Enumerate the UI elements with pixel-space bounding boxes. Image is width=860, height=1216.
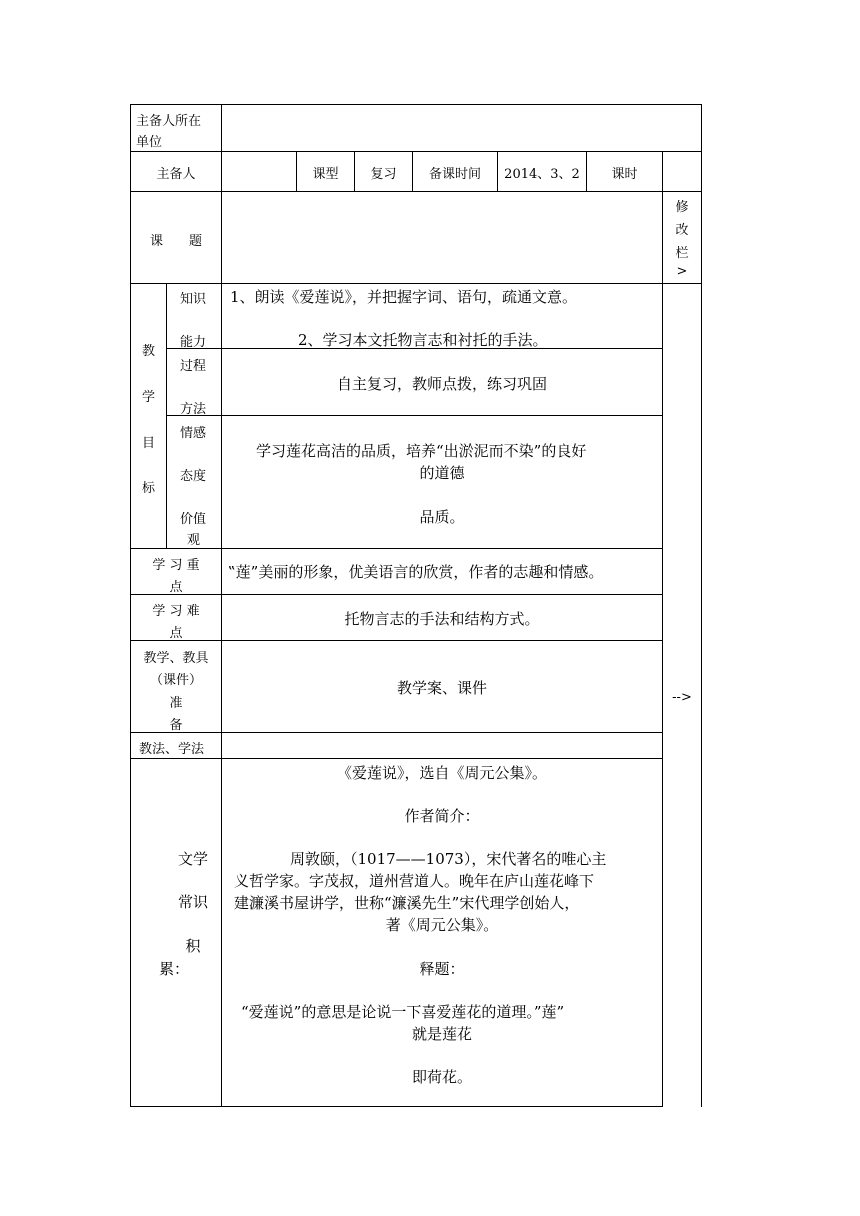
grid-line [221, 104, 222, 1107]
revision-marker: --> [672, 690, 692, 705]
grid-line [130, 151, 702, 152]
author-heading: 作者简介： [404, 807, 480, 825]
methods-label: 教法、学法 [139, 742, 205, 757]
emotion-text: 学习莲花高洁的品质，培养“出淤泥而不染”的良好 [256, 442, 587, 460]
class-hours-label: 课时 [611, 167, 638, 182]
process-text: 自主复习，教师点拨，练习巩固 [336, 375, 547, 393]
materials-label: 准 [169, 696, 183, 711]
emotion-label: 态度 [180, 469, 207, 484]
knowledge-text: 1、朗读《爱莲说》，并把握字词、语句，疏通文意。 [230, 288, 578, 306]
objectives-side-label: 教 [141, 344, 155, 359]
literature-label: 积 [185, 937, 201, 955]
revision-label-arrow: > [676, 264, 688, 279]
emotion-label: 价值 [180, 512, 207, 527]
author-text: 义哲学家。字茂叔，道州营道人。晚年在庐山莲花峰下 [234, 872, 595, 890]
grid-line [166, 283, 167, 548]
revision-label-char: 改 [675, 223, 689, 238]
grid-line [662, 151, 663, 1107]
knowledge-label: 能力 [180, 335, 207, 350]
lesson-type-value: 复习 [370, 167, 397, 182]
materials-label: 备 [169, 718, 183, 733]
prep-time-value: 2014、3、2 [504, 167, 580, 182]
key-points-text: ‟莲”美丽的形象，优美语言的欣赏，作者的志趣和情感。 [228, 563, 604, 581]
difficulties-label: 学 习 难 [152, 604, 200, 619]
grid-line [130, 104, 702, 105]
revision-label-char: 栏 [675, 246, 689, 261]
grid-line [130, 283, 702, 284]
knowledge-label: 知识 [180, 292, 207, 307]
preparer-label: 主备人 [156, 167, 196, 182]
materials-label: （课件） [149, 673, 202, 688]
difficulties-label: 点 [169, 626, 183, 641]
topic-label: 课 题 [149, 234, 202, 249]
objectives-side-label: 学 [141, 390, 155, 405]
key-points-label: 学 习 重 [152, 558, 200, 573]
emotion-label: 观 [187, 533, 201, 548]
title-heading: 释题： [419, 960, 465, 978]
unit-label: 主备人所在 [136, 114, 202, 129]
difficulties-text: 托物言志的手法和结构方式。 [344, 610, 540, 628]
grid-line [130, 1106, 663, 1107]
title-text: 就是莲花 [411, 1025, 472, 1043]
title-text: “爱莲说”的意思是论说一下喜爱莲花的道理。”莲” [241, 1003, 565, 1021]
knowledge-text: 2、学习本文托物言志和衬托的手法。 [298, 331, 548, 349]
key-points-label: 点 [169, 580, 183, 595]
grid-line [130, 548, 663, 549]
objectives-side-label: 标 [141, 481, 155, 496]
grid-line [130, 191, 702, 192]
grid-line [130, 758, 663, 759]
literature-label: 累： [159, 960, 190, 978]
author-text: 著《周元公集》。 [385, 916, 499, 934]
author-text: 周敦颐，（1017——1073），宋代著名的唯心主 [290, 850, 607, 868]
literature-label: 常识 [177, 893, 208, 911]
process-label: 过程 [180, 359, 207, 374]
lesson-type-label: 课型 [312, 167, 339, 182]
literature-label: 文学 [177, 850, 208, 868]
emotion-text: 品质。 [419, 508, 465, 526]
objectives-side-label: 目 [141, 436, 155, 451]
materials-text: 教学案、课件 [396, 679, 487, 697]
grid-line [166, 415, 663, 416]
prep-time-label: 备课时间 [428, 167, 481, 182]
materials-label: 教学、教具 [143, 651, 209, 666]
author-text: 建濂溪书屋讲学，世称“濂溪先生”宋代理学创始人， [234, 894, 580, 912]
emotion-label: 情感 [180, 426, 207, 441]
literature-source: 《爱莲说》，选自《周元公集》。 [336, 764, 547, 782]
process-label: 方法 [180, 402, 207, 417]
unit-label: 单位 [136, 135, 163, 150]
grid-line [701, 104, 702, 1107]
title-text: 即荷花。 [411, 1068, 472, 1086]
emotion-text: 的道德 [419, 464, 465, 482]
revision-label-char: 修 [675, 200, 689, 215]
